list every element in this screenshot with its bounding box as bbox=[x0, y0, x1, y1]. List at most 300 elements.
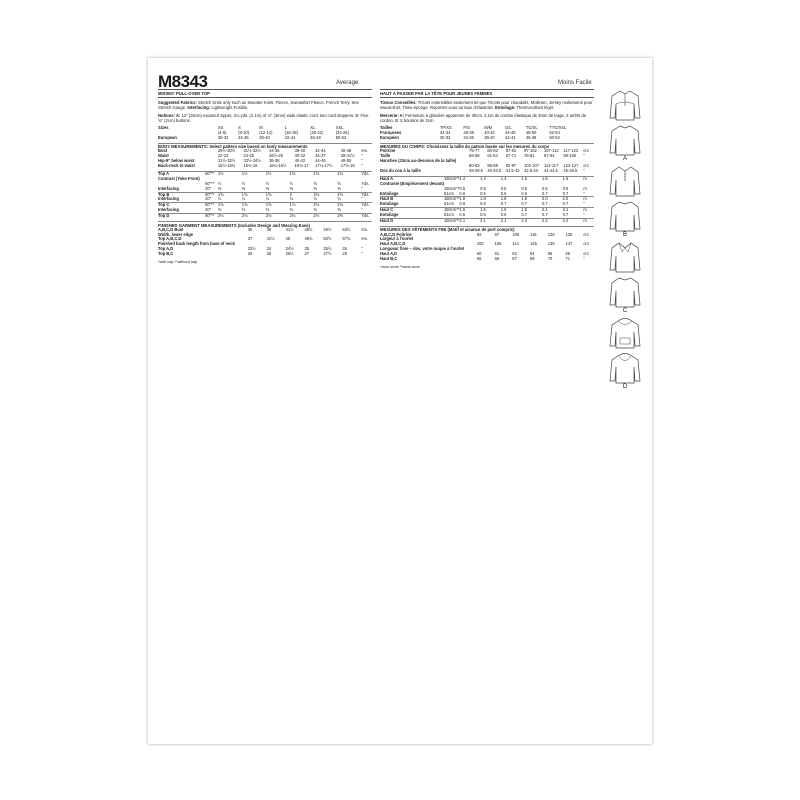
value-cell: 70 bbox=[547, 256, 553, 262]
size-cell: 42-44 bbox=[284, 134, 296, 140]
value-cell: 2.2 bbox=[563, 219, 584, 224]
value-cell: 1½ bbox=[266, 171, 290, 176]
value-cell: 126 bbox=[547, 231, 555, 237]
unit-cell: cm bbox=[583, 163, 589, 168]
unit-cell: Yds. bbox=[361, 180, 370, 186]
english-column bbox=[158, 88, 372, 265]
value-cell: 0.6 bbox=[459, 212, 466, 218]
value-cell: 2⅛ bbox=[313, 192, 337, 197]
fabrics-paragraph-fr: Tissus Conseillés: Tricots extensibles seulement tel que Tricots pour chandails, Molleton, Jersey molletonné pour sweat-shirt, Tissu-éponge. Reportez-vous au taux d'élasticité. Entoilage: Thermocollant léger. bbox=[380, 99, 593, 110]
value-cell: 2.1 bbox=[459, 219, 480, 224]
row-label: A,B,C,D Poitrine bbox=[380, 231, 412, 237]
value-cell: 114 bbox=[512, 241, 519, 247]
value-cell: 48-50 bbox=[340, 158, 352, 164]
value-cell: 0.5 bbox=[459, 185, 466, 191]
value-cell: 0.7 bbox=[521, 201, 528, 207]
view-c-front-sketch bbox=[608, 240, 642, 274]
value-cell: 26½-28 bbox=[269, 153, 283, 159]
value-cell: 0.7 bbox=[500, 201, 507, 207]
value-cell: 87-94 bbox=[543, 153, 555, 159]
size-cell: M/M bbox=[484, 124, 493, 130]
value-cell: 29½-30½ bbox=[217, 148, 236, 154]
value-cell: 49½ bbox=[323, 226, 332, 232]
size-cell: M bbox=[259, 124, 263, 130]
fabric-width: 60"** bbox=[205, 214, 218, 219]
fabrics-paragraph: Suggested Fabrics: Stretch Knits only such as Sweater Knits, Fleece, Sweatshirt Fleece, French Terry. See Stretch Gauge. Interfacing: Lightweight Fusible. bbox=[158, 99, 359, 110]
size-cell: 36-38 bbox=[463, 129, 474, 135]
size-cell: 46-48 bbox=[525, 134, 537, 140]
value-cell: 66 bbox=[565, 251, 571, 257]
value-cell: 0.7 bbox=[521, 212, 528, 218]
value-cell: 1.5 bbox=[480, 208, 501, 213]
value-cell: ½ bbox=[265, 180, 270, 186]
value-cell: 112-117 bbox=[543, 163, 559, 168]
value-cell: 1.8 bbox=[480, 197, 501, 202]
value-cell: 15¾-16 bbox=[243, 163, 258, 168]
size-cell: 34-36 bbox=[463, 134, 474, 140]
en-yardage-table bbox=[158, 171, 372, 219]
unit-cell: " bbox=[583, 167, 585, 173]
fabric-width: 150cm** bbox=[443, 196, 460, 202]
unit-cell: " bbox=[583, 201, 585, 207]
fabric-width bbox=[464, 257, 477, 262]
size-cell: (16-18) bbox=[284, 129, 298, 135]
value-cell: 24-25 bbox=[243, 153, 254, 159]
row-label: Haut C bbox=[380, 208, 444, 213]
value-cell: ½ bbox=[217, 180, 222, 186]
value-cell: 36 bbox=[247, 226, 253, 232]
row-label: Haut B bbox=[380, 197, 444, 202]
view-label-b: B bbox=[622, 232, 627, 238]
value-cell: 56-58 bbox=[469, 153, 480, 159]
size-cell: TTG/XXL bbox=[549, 124, 567, 130]
value-cell: 0.7 bbox=[562, 212, 569, 218]
size-cell: S bbox=[238, 124, 241, 130]
value-cell: 0.6 bbox=[459, 201, 466, 207]
value-cell: 0.6 bbox=[500, 212, 507, 218]
value-cell: 26 bbox=[266, 251, 272, 257]
view-d-front-sketch bbox=[608, 316, 642, 350]
value-cell: 1⅝ bbox=[218, 203, 242, 208]
value-cell: 41½ bbox=[285, 226, 294, 232]
value-cell: 1⅝ bbox=[313, 171, 337, 176]
value-cell: 26 bbox=[342, 246, 347, 252]
value-cell: ⅜ bbox=[313, 207, 317, 213]
value-cell: 1.8 bbox=[459, 197, 480, 202]
value-cell: ½ bbox=[241, 180, 246, 186]
value-cell: ¼ bbox=[217, 196, 222, 202]
value-cell: 2.0 bbox=[563, 197, 584, 202]
fabric-width: 60"** bbox=[205, 171, 218, 176]
fabric-width: 150cm** bbox=[443, 218, 460, 224]
value-cell: 45½ bbox=[304, 226, 313, 232]
value-cell: 0.6 bbox=[480, 212, 486, 218]
en-body-heading: BODY MEASUREMENTS: Select pattern size based on body measurements bbox=[158, 143, 372, 150]
value-cell: 1.6 bbox=[542, 176, 563, 181]
value-cell: 1⅝ bbox=[242, 192, 266, 197]
row-label: Top C bbox=[158, 203, 205, 208]
unit-cell: " bbox=[361, 196, 363, 202]
value-cell: 24½ bbox=[285, 246, 294, 252]
value-cell: 85-88 bbox=[487, 163, 498, 168]
value-cell: 26½ bbox=[285, 251, 294, 257]
value-cell: 80-83 bbox=[487, 148, 498, 154]
en-finished-table bbox=[158, 228, 372, 257]
value-cell: 87-92 bbox=[505, 148, 517, 154]
value-cell: 0.6 bbox=[480, 190, 486, 196]
row-label: Top B,C bbox=[158, 251, 174, 257]
value-cell: 38 bbox=[266, 226, 272, 232]
value-cell: 1⅞ bbox=[290, 203, 314, 208]
size-cell: XL bbox=[310, 124, 316, 130]
row-label: Taille bbox=[380, 153, 391, 159]
value-cell: 75-77 bbox=[469, 148, 480, 154]
value-cell: 0.6 bbox=[480, 201, 486, 207]
value-cell: 25 bbox=[304, 246, 310, 252]
value-cell: ¼ bbox=[241, 196, 246, 202]
unit-cell: m bbox=[583, 176, 594, 181]
value-cell: 122-127 bbox=[563, 163, 579, 168]
value-cell: 23½ bbox=[247, 246, 256, 252]
size-cell: (12-14) bbox=[259, 129, 273, 135]
value-cell: 2.0 bbox=[542, 197, 563, 202]
unit-cell: " bbox=[361, 246, 363, 252]
value-cell: 0.7 bbox=[541, 212, 548, 218]
fr-yardage-table bbox=[380, 176, 594, 224]
row-label: Poitrine bbox=[380, 148, 396, 154]
unit-cell: Yds. bbox=[361, 171, 372, 176]
value-cell: 0.6 bbox=[521, 190, 528, 196]
fabric-width bbox=[235, 252, 248, 257]
value-cell: 44-46 bbox=[315, 158, 326, 164]
value-cell: 2⅛ bbox=[313, 214, 337, 219]
value-cell: ¼ bbox=[289, 196, 293, 202]
value-cell: 40-40.5 bbox=[487, 167, 502, 173]
row-label: Top D bbox=[158, 214, 205, 219]
fr-sizes-table: Tailles TP/XS P/S M/M G/L TG/XL TTG/XXL Françaises 32-34 36-38 40-42 44-46 48-50 52-54 Européen 30-32 34-36 38-40 42-44 46-48 50-52 bbox=[380, 126, 594, 141]
unit-cell: Yds. bbox=[361, 214, 372, 219]
unit-cell: Ins. bbox=[361, 236, 368, 242]
value-cell: 45-45.5 bbox=[563, 167, 578, 173]
value-cell: 0.7 bbox=[562, 201, 569, 207]
value-cell: 2.1 bbox=[563, 208, 584, 213]
fabric-width: 150cm** bbox=[443, 207, 460, 213]
size-cell: P/S bbox=[463, 124, 471, 130]
unit-cell: Yds. bbox=[361, 192, 372, 197]
fabric-width: 150cm** bbox=[443, 175, 460, 181]
value-cell: 2.1 bbox=[480, 219, 501, 224]
value-cell: 17¼-17½ bbox=[315, 163, 333, 168]
value-cell: ⅜ bbox=[337, 207, 341, 213]
row-label: Contrast (Yoke Front) bbox=[158, 175, 200, 181]
value-cell: 1.4 bbox=[480, 176, 501, 181]
row-label: Haut B,C bbox=[380, 256, 398, 262]
row-label: Bust bbox=[158, 148, 168, 154]
unit-cell: " bbox=[583, 190, 585, 196]
size-cell: 46-48 bbox=[310, 134, 321, 140]
value-cell: 99-105 bbox=[563, 153, 577, 159]
french-column bbox=[380, 88, 594, 270]
value-cell: 34-37 bbox=[315, 153, 326, 159]
value-cell: 2⅛ bbox=[290, 214, 314, 219]
size-cell: (20-22) bbox=[310, 129, 324, 135]
fr-footnote: *avec sens **sans sens bbox=[380, 265, 420, 269]
size-cell: 30-32 bbox=[439, 134, 451, 140]
value-cell: ⅜ bbox=[217, 207, 222, 213]
value-cell: 2 bbox=[290, 192, 314, 197]
value-cell: ⅝ bbox=[313, 180, 317, 186]
difficulty-level-fr: Moins Facile bbox=[558, 80, 592, 86]
value-cell: 97 bbox=[494, 231, 500, 237]
value-cell: 37 bbox=[247, 236, 253, 242]
value-cell: 65 bbox=[547, 251, 553, 257]
size-cell: 40-42 bbox=[484, 129, 495, 135]
value-cell: 27½ bbox=[323, 251, 332, 257]
value-cell: 33½-34½ bbox=[243, 158, 261, 164]
value-cell: 41½ bbox=[266, 236, 275, 242]
table-row bbox=[380, 257, 594, 262]
value-cell: 65 bbox=[476, 256, 482, 262]
value-cell: 1.4 bbox=[501, 176, 522, 181]
value-cell: ⅜ bbox=[265, 185, 270, 191]
value-cell: 92-97 bbox=[505, 163, 517, 168]
value-cell: 1½ bbox=[218, 171, 242, 176]
value-cell: 45 bbox=[285, 236, 291, 242]
value-cell: 57¾ bbox=[342, 236, 351, 242]
size-cell: G/L bbox=[505, 124, 512, 130]
row-label: Hanches (23cm au-dessous de la taille) bbox=[380, 158, 457, 164]
value-cell: 125 bbox=[530, 241, 537, 247]
unit-cell: cm bbox=[583, 251, 589, 257]
table-row bbox=[158, 214, 372, 219]
fabric-width: 20" bbox=[205, 207, 212, 213]
value-cell: 67-71 bbox=[505, 153, 517, 159]
value-cell: 66 bbox=[494, 256, 500, 262]
value-cell: 46-48 bbox=[340, 148, 352, 154]
size-cell: 42-44 bbox=[505, 134, 516, 140]
notions-paragraph: Notions: A: 12" (30cm) exposed zipper, 2¼ yds. (2.1m) of ⅛" (3mm) wide elastic cord, two cord stoppers. B: Five ⅝" (2cm) buttons. bbox=[158, 112, 369, 123]
size-cell: 30-32 bbox=[217, 134, 229, 140]
row-label: Hip-9" below waist bbox=[158, 158, 195, 164]
fabric-width: 51cm bbox=[443, 190, 454, 196]
unit-cell: " bbox=[361, 207, 363, 213]
value-cell: 39-39.5 bbox=[469, 167, 483, 173]
unit-cell: Yds. bbox=[361, 203, 372, 208]
row-label: Finished back length from base of neck bbox=[158, 241, 235, 247]
row-label: Interfacing bbox=[158, 185, 179, 191]
size-cell: L bbox=[284, 124, 288, 130]
value-cell: 31½-32½ bbox=[217, 158, 236, 164]
value-cell: 1.5 bbox=[459, 208, 480, 213]
size-cell: TG/XL bbox=[525, 124, 538, 130]
row-label: Longueur finie – dos, votre nuque à l'ourlet bbox=[380, 246, 464, 252]
value-cell: 71 bbox=[565, 256, 571, 262]
table-row bbox=[158, 164, 372, 169]
fabric-width bbox=[456, 169, 469, 174]
row-label: Haut D bbox=[380, 219, 444, 224]
fabric-width bbox=[205, 164, 218, 169]
row-label: Interfacing bbox=[158, 196, 179, 202]
value-cell: ⅜ bbox=[337, 185, 341, 191]
value-cell: 2.2 bbox=[521, 219, 542, 224]
en-body-table bbox=[158, 149, 372, 169]
size-cell: 44-46 bbox=[505, 129, 516, 135]
value-cell: 106 bbox=[494, 241, 502, 247]
row-label: A,B,C,D Bust bbox=[158, 226, 184, 232]
view-a-front-sketch bbox=[608, 88, 642, 122]
size-cell: XS bbox=[217, 124, 224, 130]
value-cell: ⅝ bbox=[337, 180, 341, 186]
fr-body-heading: MESURES DU CORPS: Choisissez la taille du patron basée sur les mesures du corps bbox=[380, 143, 594, 150]
value-cell: 53½ bbox=[323, 236, 332, 242]
value-cell: 92 bbox=[476, 231, 482, 237]
table-row bbox=[380, 219, 594, 224]
value-cell: 28 bbox=[342, 251, 347, 257]
value-cell: 61 bbox=[494, 251, 500, 257]
unit-cell: m bbox=[583, 197, 594, 202]
value-cell: 76-81 bbox=[524, 153, 535, 159]
value-cell: 117-122 bbox=[563, 148, 579, 154]
value-cell: 0.7 bbox=[541, 201, 548, 207]
value-cell: 136 bbox=[565, 231, 573, 237]
value-cell: 67 bbox=[512, 256, 517, 262]
value-cell: 0.7 bbox=[541, 190, 548, 196]
value-cell: 30-32 bbox=[294, 153, 306, 159]
value-cell: 2.1 bbox=[501, 219, 522, 224]
value-cell: 40-42 bbox=[294, 158, 306, 164]
unit-cell: " bbox=[361, 153, 363, 159]
value-cell: 0.7 bbox=[562, 190, 569, 196]
value-cell: ¼ bbox=[337, 196, 341, 202]
row-label: Haut A,D bbox=[380, 251, 398, 257]
value-cell: 42.5-43 bbox=[524, 167, 538, 173]
value-cell: 1⅝ bbox=[290, 171, 314, 176]
view-label-c: C bbox=[622, 308, 628, 314]
value-cell: 15½-15¾ bbox=[217, 163, 236, 168]
value-cell: 105 bbox=[512, 231, 520, 237]
unit-cell: " bbox=[361, 185, 363, 191]
size-cell: (8-10) bbox=[238, 129, 250, 135]
value-cell: ⅜ bbox=[289, 207, 293, 213]
view-a-back-sketch bbox=[608, 123, 642, 157]
value-cell: 39-41½ bbox=[340, 153, 355, 159]
value-cell: 64 bbox=[530, 251, 535, 257]
value-cell: 1⅝ bbox=[266, 192, 290, 197]
garment-heading: MISSES' PULL-OVER TOP bbox=[158, 91, 210, 96]
value-cell: ⅜ bbox=[289, 185, 293, 191]
unit-cell: m bbox=[583, 208, 594, 213]
row-label: Waist bbox=[158, 153, 169, 159]
value-cell: 44-44.5 bbox=[543, 167, 558, 173]
value-cell: 69 bbox=[530, 256, 535, 262]
fabric-width: 51cm bbox=[443, 201, 454, 207]
value-cell: 1½ bbox=[242, 171, 266, 176]
value-cell: 2⅛ bbox=[337, 192, 361, 197]
value-cell: 2⅜ bbox=[337, 214, 361, 219]
size-cell: TP/XS bbox=[439, 124, 452, 130]
value-cell: 1.6 bbox=[563, 176, 584, 181]
en-footnote: *with nap **without nap bbox=[158, 260, 198, 265]
row-label: Largeur à l'ourlet bbox=[380, 236, 414, 242]
value-cell: 49¾ bbox=[304, 236, 313, 242]
value-cell: 0.5 bbox=[480, 185, 486, 191]
row-label: Haut A bbox=[380, 176, 444, 181]
pattern-envelope-back bbox=[148, 58, 652, 744]
garment-sketches bbox=[602, 88, 648, 392]
value-cell: 107-112 bbox=[543, 148, 559, 154]
value-cell: 34-36 bbox=[269, 148, 280, 154]
row-label: Top A,D bbox=[158, 246, 174, 252]
value-cell: 116 bbox=[530, 231, 537, 237]
fr-finished-table bbox=[380, 233, 594, 262]
value-cell: 0.5 bbox=[521, 185, 528, 191]
value-cell: 80-83 bbox=[469, 163, 480, 168]
unit-cell: " bbox=[361, 158, 363, 164]
unit-cell: m bbox=[583, 219, 594, 224]
unit-cell: " bbox=[583, 256, 585, 262]
unit-cell: cm bbox=[583, 231, 589, 237]
value-cell: 25½ bbox=[323, 246, 332, 252]
view-d-back-sketch bbox=[608, 351, 642, 385]
value-cell: 2⅛ bbox=[218, 214, 242, 219]
row-label: Top B bbox=[158, 192, 205, 197]
value-cell: 16¾-17 bbox=[294, 163, 309, 168]
value-cell: ⅜ bbox=[241, 207, 246, 213]
fr-finished-heading: MESURES DES VÊTEMENTS FINI (Motif et aisance de port compris) bbox=[380, 226, 594, 233]
value-cell: 0.5 bbox=[500, 185, 507, 191]
unit-cell: Ins. bbox=[361, 226, 368, 232]
value-cell: 53½ bbox=[342, 226, 351, 232]
value-cell: 2⅛ bbox=[313, 203, 337, 208]
value-cell: 24 bbox=[266, 246, 272, 252]
size-cell: 38-40 bbox=[259, 134, 270, 140]
value-cell: 102-107 bbox=[524, 163, 540, 168]
value-cell: 1¾ bbox=[337, 171, 361, 176]
unit-cell: " bbox=[361, 163, 363, 168]
value-cell: 42-44 bbox=[315, 148, 326, 154]
row-label: Top A bbox=[158, 171, 205, 176]
size-cell: 48-50 bbox=[525, 129, 537, 135]
value-cell: 25 bbox=[247, 251, 253, 257]
fr-body-table bbox=[380, 149, 594, 174]
fabric-width: 51cm bbox=[443, 212, 454, 218]
value-cell: 41.5-42 bbox=[505, 167, 520, 173]
value-cell: 16¼-16½ bbox=[269, 163, 287, 168]
value-cell: 0.6 bbox=[459, 190, 466, 196]
view-b-front-sketch bbox=[608, 164, 642, 198]
unit-cell: m bbox=[583, 185, 587, 191]
value-cell: 0.5 bbox=[541, 185, 548, 191]
size-cell: 52-54 bbox=[549, 129, 560, 135]
value-cell: ⅜ bbox=[241, 185, 246, 191]
size-cell: XXL bbox=[335, 124, 344, 130]
value-cell: 62 bbox=[512, 251, 517, 257]
en-sizes-table: Sizes XS S M L XL XXL (4-6) (8-10) (12-14) (16-18) (20-22) (24-26) European 30-32 34-36 38-40 42-44 46-48 50-52 bbox=[158, 126, 372, 141]
value-cell: 136 bbox=[547, 241, 555, 247]
en-finished-heading: FINISHED GARMENT MEASUREMENTS (Includes Design and Wearing Ease) bbox=[158, 221, 372, 228]
value-cell: 2.2 bbox=[542, 219, 563, 224]
row-label: Entoilage bbox=[380, 201, 399, 207]
value-cell: 97-102 bbox=[524, 148, 537, 154]
size-cell: 32-34 bbox=[439, 129, 451, 135]
value-cell: 2.1 bbox=[542, 208, 563, 213]
fabric-width: 20" bbox=[205, 196, 212, 202]
value-cell: 60 bbox=[476, 251, 482, 257]
view-label-d: D bbox=[622, 384, 628, 390]
pattern-number: M8343 bbox=[158, 72, 208, 91]
value-cell: 0.6 bbox=[562, 185, 569, 191]
value-cell: 1.9 bbox=[521, 197, 542, 202]
